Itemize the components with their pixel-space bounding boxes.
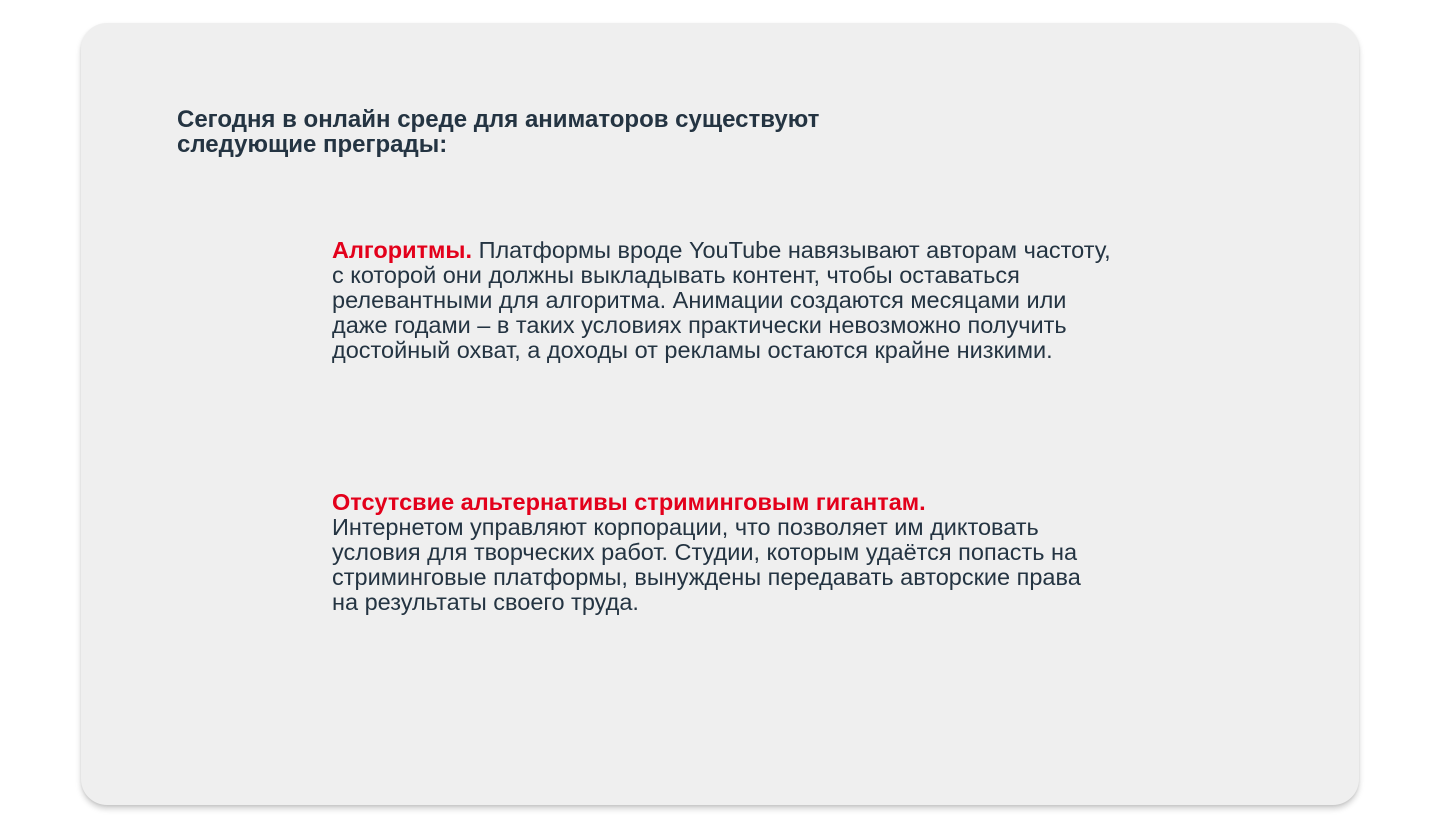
headline: Сегодня в онлайн среде для аниматоров существуют следующие преграды: <box>177 106 820 158</box>
barrier-algorithms <box>332 238 1122 363</box>
barrier-text: Платформы вроде YouTube навязывают авторам частоту, с которой они должны выкладывать контент, чтобы оставаться релевантными для алгоритма. Анимации создаются месяцами или даже годами – в таких условиях практически невозможно получить достойный охват, а доходы от рекламы остаются крайне низкими. <box>332 237 1111 363</box>
barrier-streaming-giants <box>332 490 1092 615</box>
barrier-text: Интернетом управляют корпорации, что позволяет им диктовать условия для творческих работ. Студии, которым удаётся попасть на стриминговые платформы, вынуждены передавать авторские права на результаты своего труда. <box>332 514 1081 615</box>
content-card <box>81 23 1359 805</box>
barrier-title: Отсутсвие альтернативы стриминговым гигантам. <box>332 489 926 515</box>
barrier-title: Алгоритмы. <box>332 237 473 263</box>
